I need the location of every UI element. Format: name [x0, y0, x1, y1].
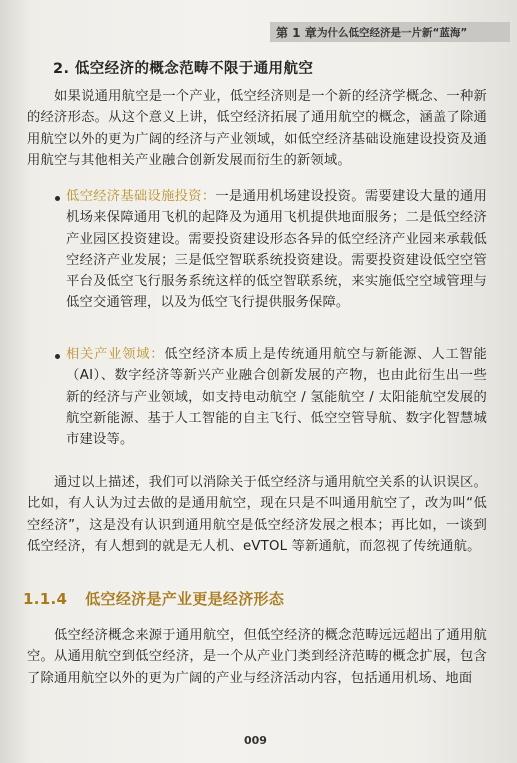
conclusion-paragraph: [27, 472, 487, 557]
conclusion-text: 通过以上描述，我们可以消除关于低空经济与通用航空关系的认识误区。比如，有人认为过去做的是通用航空，现在只是不叫通用航空了，改为叫“低空经济”，这是没有认识到通用航空是低空经济发展之根本；再比如，一谈到低空经济，有人想到的就是无人机、eVTOL 等新通航，而忽视了传统通航。: [27, 475, 487, 554]
subsection-text: 低空经济概念来源于通用航空，但低空经济的概念范畴远远超出了通用航空。从通用航空到低空经济，是一个从产业门类到经济范畴的概念扩展，包含了除通用航空以外的更为广阔的产业与经济活动内容，包括通用机场、地面: [27, 628, 487, 686]
bullet-text: 一是通用机场建设投资。需要建设大量的通用机场来保障通用飞机的起降及为通用飞机提供地面服务；二是低空经济产业园区投资建设。需要投资建设形态各异的低空经济产业园来承载低空经济产业发展；三是低空智联系统投资建设。需要投资建设低空空管平台及低空飞行服务系统这样的低空智联系统，来实施低空空域管理与低空交通管理，以及为低空飞行提供服务保障。: [66, 189, 488, 311]
bullet-dot: [55, 196, 60, 201]
subsection-paragraph: [27, 625, 487, 689]
subsection-heading: [23, 588, 284, 609]
bullet-label: 低空经济基础设施投资：: [66, 189, 216, 204]
bullet-label: 相关产业领域：: [66, 347, 165, 362]
chapter-label: 第 1 章: [276, 26, 317, 40]
bullet-dot: [55, 354, 60, 359]
intro-paragraph: [27, 86, 487, 171]
section-heading: 2. 低空经济的概念范畴不限于通用航空: [53, 61, 314, 77]
subsection-title: 低空经济是产业更是经济形态: [85, 590, 285, 608]
chapter-title: 为什么低空经济是一片新“蓝海”: [317, 27, 468, 39]
intro-text: 如果说通用航空是一个产业，低空经济则是一个新的经济学概念、一种新的经济形态。从这个意义上讲，低空经济拓展了通用航空的概念，涵盖了除通用航空以外的更为广阔的经济与产业领域，如低空经济基础设施建设投资及通用航空与其他相关产业融合创新发展而衍生的新领域。: [27, 89, 487, 168]
bullet-item-infrastructure: [66, 186, 487, 314]
bullet-item-industries: [66, 344, 487, 450]
page-number: 009: [244, 734, 267, 747]
subsection-number: 1.1.4: [23, 590, 68, 608]
bullet-text: 低空经济本质上是传统通用航空与新能源、人工智能（AI）、数字经济等新兴产业融合创新发展的产物，也由此衍生出一些新的经济与产业领域，如支持电动航空 / 氢能航空 / 太阳能航空发展的航空新能源、基于人工智能的自主飞行、低空空管导航、数字化智慧城市建设等。: [66, 347, 487, 448]
